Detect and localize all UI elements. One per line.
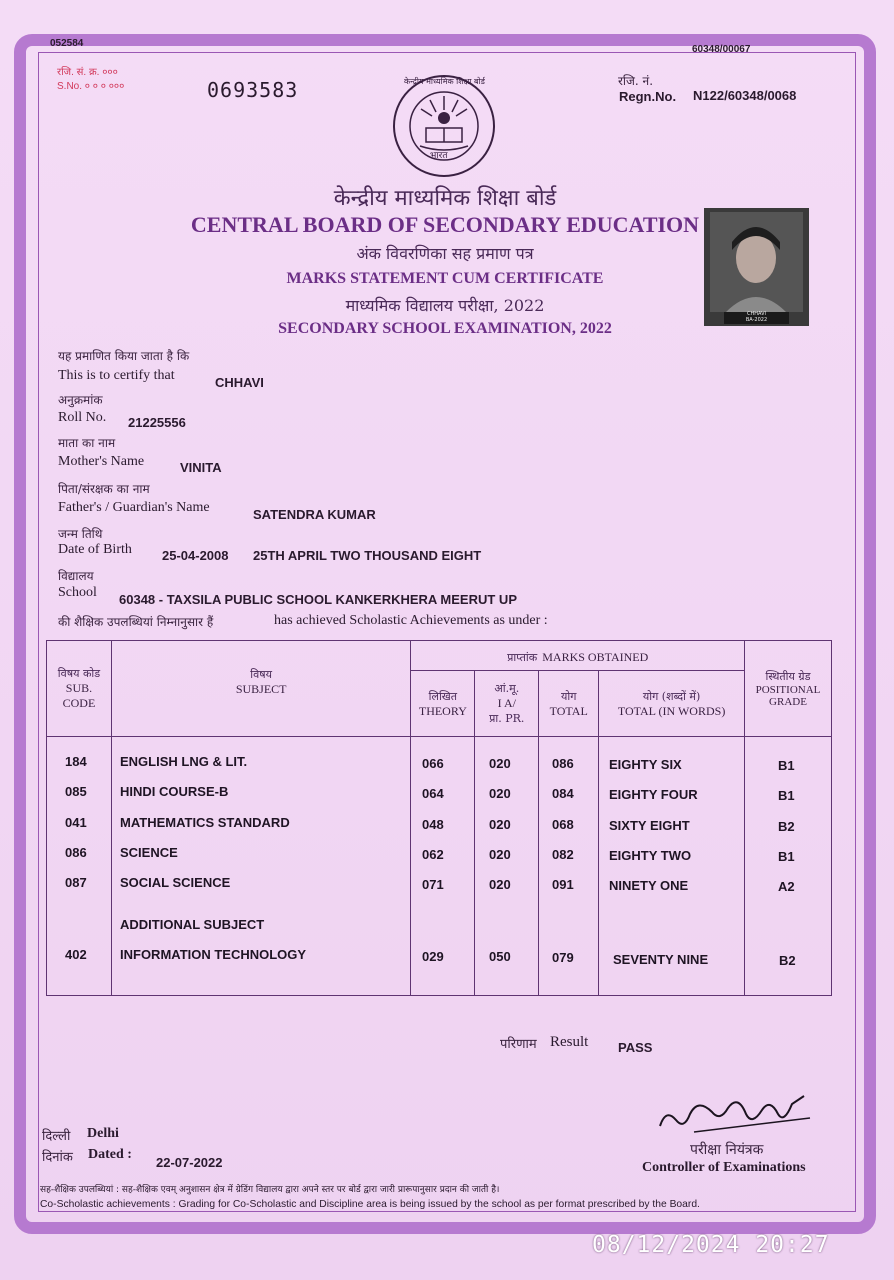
row-6-code: 402 [65,947,87,962]
row-5-total: 091 [552,877,574,892]
certify-hindi: यह प्रमाणित किया जाता है कि [58,349,190,363]
dob-words: 25TH APRIL TWO THOUSAND EIGHT [253,548,482,563]
header-subject-hindi: विषय [250,668,272,681]
header-theory-label: THEORY [418,703,467,718]
photo-caption-name: CHHAVI [746,311,766,317]
signature-icon [654,1090,814,1138]
result-label: Result [550,1034,589,1050]
header-sub-code-line-1: SUB. [65,681,93,695]
header-sub-code-hindi: विषय कोड [57,667,101,680]
row-1-total: 086 [552,756,574,771]
row-3-subject: MATHEMATICS STANDARD [120,815,290,830]
top-right-code: 60348/00067 [692,44,751,55]
row-3-code: 041 [65,815,87,830]
dated-hindi: दिनांक [42,1150,73,1165]
row-2-words: EIGHTY FOUR [609,787,698,802]
row-2-total: 084 [552,786,574,801]
controller-label: Controller of Examinations [642,1160,806,1175]
result-hindi: परिणाम [500,1037,537,1052]
header-marks-obtained [411,641,745,671]
row-6-theory: 029 [422,949,444,964]
regn-number: N122/60348/0068 [693,88,797,103]
red-stamp [57,66,124,94]
header-words-label: TOTAL (IN WORDS) [617,703,726,718]
dob-label: Date of Birth [58,542,132,557]
row-1-code: 184 [65,754,87,769]
board-title: CENTRAL BOARD OF SECONDARY EDUCATION [190,212,700,237]
top-left-code: 052584 [50,38,84,49]
row-4-words: EIGHTY TWO [609,848,692,863]
school-label: School [58,585,97,600]
serial-number: 0693583 [207,78,299,102]
photo-caption [704,311,809,323]
certify-label: This is to certify that [58,368,175,383]
row-4-code: 086 [65,845,87,860]
place-label: Delhi [87,1126,119,1141]
photo-caption-code: BA-2022 [745,317,768,323]
row-5-grade: A2 [778,879,795,894]
row-2-theory: 064 [422,786,444,801]
student-photo [704,208,809,326]
header-marks-hindi: प्राप्तांक [507,651,538,664]
row-4-theory: 062 [422,847,444,862]
regn-hindi-label: रजि. नं. [618,74,654,88]
dob-hindi: जन्म तिथि [58,527,103,541]
student-name: CHHAVI [215,375,264,390]
result-value: PASS [618,1040,653,1055]
cbse-logo-icon [390,72,498,180]
row-2-grade: B1 [778,788,795,803]
footnote: Co-Scholastic achievements : Grading for Co-Scholastic and Discipline area is being issued by the school as per format prescribed by the Board. [40,1199,700,1210]
row-3-ia: 020 [489,817,511,832]
header-words [599,671,745,737]
mother-label: Mother's Name [58,454,145,469]
header-total [539,671,599,737]
header-sub-code-line-2: CODE [62,696,96,710]
header-total-label: TOTAL [549,703,588,718]
dob-value: 25-04-2008 [162,548,229,563]
exam-title: SECONDARY SCHOOL EXAMINATION, 2022 [278,320,612,337]
header-theory-hindi: लिखित [428,689,458,703]
additional-subject-label: ADDITIONAL SUBJECT [120,917,265,932]
row-3-total: 068 [552,817,574,832]
header-grade-line-1: POSITIONAL [755,684,821,696]
roll-number: 21225556 [128,415,186,430]
row-5-code: 087 [65,875,87,890]
header-ia-pr: प्रा. PR. [489,712,525,725]
footnote-hindi: सह-शैक्षिक उपलब्धियां : सह-शैक्षिक एवम् अनुशासन क्षेत्र में ग्रेडिंग विद्यालय द्वारा अपने स्तर पर बोर्ड द्वारा जारी प्रारूपानुसार प्रदान की जाती है। [40,1185,500,1195]
cert-title-hindi: अंक विवरणिका सह प्रमाण पत्र [356,244,534,263]
header-ia [475,671,539,737]
row-1-grade: B1 [778,758,795,773]
row-6-subject: INFORMATION TECHNOLOGY [120,947,307,962]
row-1-words: EIGHTY SIX [609,757,682,772]
row-5-theory: 071 [422,877,444,892]
row-5-ia: 020 [489,877,511,892]
row-4-total: 082 [552,847,574,862]
row-3-grade: B2 [778,819,795,834]
row-6-total: 079 [552,950,574,965]
header-sub-code [47,641,112,737]
row-3-words: SIXTY EIGHT [609,818,690,833]
header-ia-label: I A/ [497,696,516,710]
header-total-hindi: योग [561,689,577,703]
header-grade-line-2: GRADE [769,696,807,708]
achieved-label: has achieved Scholastic Achievements as under : [274,613,548,628]
row-1-ia: 020 [489,756,511,771]
school-hindi: विद्यालय [58,569,94,583]
logo-text-top: केन्द्रीय माध्यमिक शिक्षा बोर्ड [404,77,485,86]
row-5-words: NINETY ONE [609,878,689,893]
father-label: Father's / Guardian's Name [58,500,210,515]
red-stamp-line-2: S.No. ० ० ० ००० [57,81,125,92]
row-6-grade: B2 [779,953,796,968]
row-4-grade: B1 [778,849,795,864]
dated-label: Dated : [88,1147,132,1162]
header-words-hindi: योग (शब्दों में) [642,689,701,703]
achieved-hindi: की शैक्षिक उपलब्धियां निम्नानुसार हैं [58,615,214,629]
header-subject [111,641,410,737]
header-grade-hindi: स्थितीय ग्रेड [765,670,811,683]
photo-timestamp: 08/12/2024 20:27 [592,1232,830,1258]
row-1-theory: 066 [422,756,444,771]
student-portrait-icon [704,208,809,326]
dated-value: 22-07-2022 [156,1155,223,1170]
header-ia-hindi: आं.मू. [494,682,520,695]
roll-hindi: अनुक्रमांक [58,393,103,407]
header-marks-label: MARKS OBTAINED [542,650,649,664]
mother-hindi: माता का नाम [58,436,116,450]
logo-text-bottom: भारत [430,151,448,161]
controller-hindi: परीक्षा नियंत्रक [690,1142,764,1158]
roll-label: Roll No. [58,410,107,425]
exam-title-hindi: माध्यमिक विद्यालय परीक्षा, 2022 [345,296,545,315]
row-3-theory: 048 [422,817,444,832]
row-2-code: 085 [65,784,87,799]
father-name: SATENDRA KUMAR [253,507,376,522]
row-4-ia: 020 [489,847,511,862]
header-grade [744,641,831,737]
row-4-subject: SCIENCE [120,845,178,860]
mother-name: VINITA [180,460,222,475]
row-6-ia: 050 [489,949,511,964]
table-header-row-1 [47,641,832,671]
school-name: 60348 - TAXSILA PUBLIC SCHOOL KANKERKHERA MEERUT UP [119,592,517,607]
row-2-ia: 020 [489,786,511,801]
red-stamp-line-1: रजि. सं. क्र. ००० [57,67,118,78]
row-5-subject: SOCIAL SCIENCE [120,875,231,890]
regn-label: Regn.No. [619,89,677,104]
row-1-subject: ENGLISH LNG & LIT. [120,754,248,769]
header-theory [411,671,475,737]
board-title-hindi: केन्द्रीय माध्यमिक शिक्षा बोर्ड [333,186,557,211]
row-2-subject: HINDI COURSE-B [120,784,229,799]
header-subject-label: SUBJECT [235,682,287,696]
row-6-words: SEVENTY NINE [613,952,709,967]
cert-title: MARKS STATEMENT CUM CERTIFICATE [286,270,604,287]
father-hindi: पिता/संरक्षक का नाम [58,482,150,496]
place-hindi: दिल्ली [42,1129,71,1144]
